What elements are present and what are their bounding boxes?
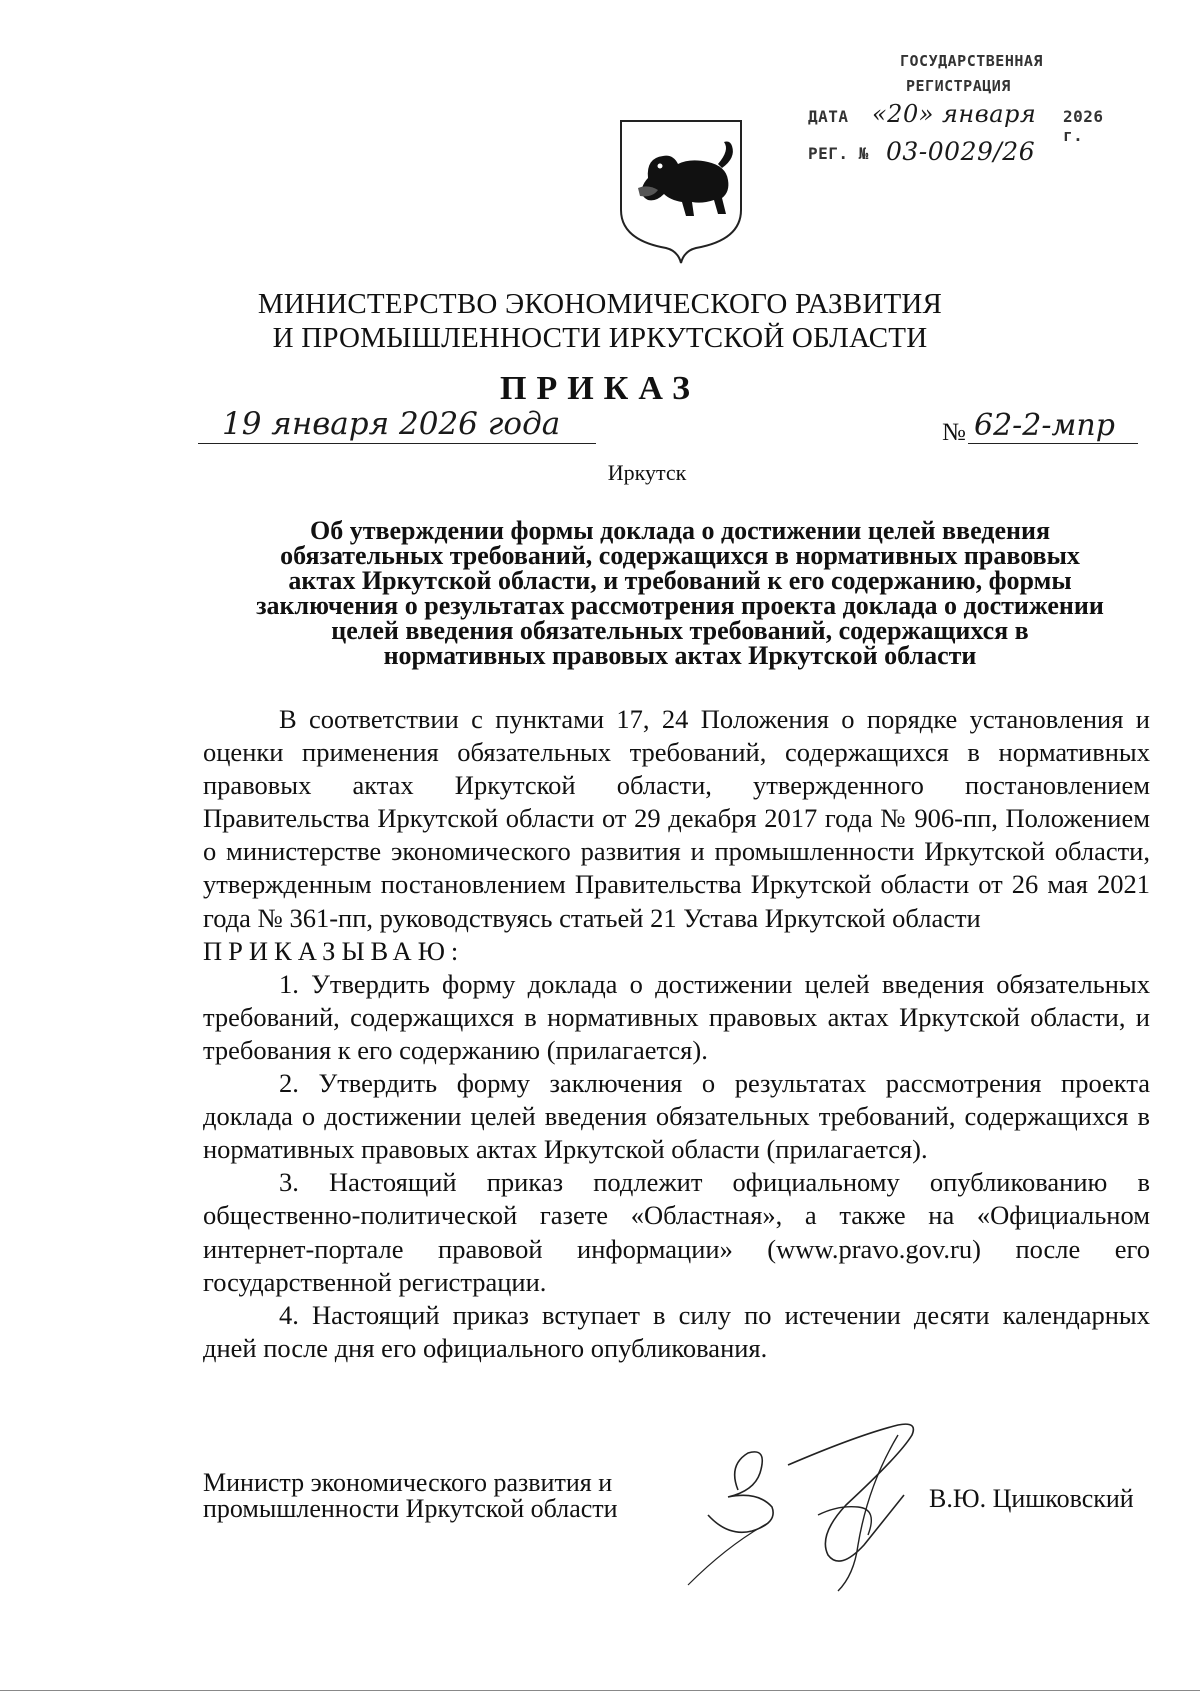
ministry-name-line1: МИНИСТЕРСТВО ЭКОНОМИЧЕСКОГО РАЗВИТИЯ	[257, 288, 943, 320]
stamp-reg-label: РЕГ. №	[808, 144, 869, 163]
order-item-1: 1. Утвердить форму доклада о достижении целей введения обязательных требований, содержащихся в нормативных правовых актах Иркутской области, и требования к его содержанию (прилагается).	[203, 968, 1150, 1065]
heading-line: целей введения обязательных требований, содержащихся в	[331, 616, 1029, 645]
position-line2: промышленности Иркутской области	[203, 1494, 618, 1523]
order-item-2: 2. Утвердить форму заключения о результатах рассмотрения проекта доклада о достижении целей введения обязательных требований, содержащихся в нормативных правовых актах Иркутской области (прилагается).	[203, 1068, 1150, 1165]
heading-line: нормативных правовых актах Иркутской области	[383, 641, 977, 670]
heading-line: обязательных требований, содержащихся в нормативных правовых	[280, 541, 1080, 570]
document-type-title: ПРИКАЗ	[500, 370, 700, 407]
order-number-handwritten: 62-2-мпр	[974, 408, 1115, 443]
stamp-title-line1: ГОСУДАРСТВЕННАЯ	[900, 52, 1043, 70]
heading-line: Об утверждении формы доклада о достижении целей введения	[309, 516, 1051, 545]
order-date-handwritten: 19 января 2026 года	[222, 406, 561, 442]
stamp-year: 2026 г.	[1063, 107, 1104, 145]
signer-name: В.Ю. Цишковский	[929, 1484, 1134, 1513]
document-heading	[200, 518, 1160, 668]
city-name: Иркутск	[607, 460, 687, 485]
number-underline	[968, 443, 1138, 444]
coat-of-arms-icon	[618, 118, 744, 264]
position-line1: Министр экономического развития и	[203, 1468, 613, 1497]
stamp-title-line2: РЕГИСТРАЦИЯ	[906, 77, 1011, 95]
stamp-reg-number: 03-0029/26	[886, 137, 1036, 166]
decree-word: ПРИКАЗЫВАЮ:	[203, 935, 465, 966]
page-bottom-edge	[0, 1690, 1200, 1691]
heading-line: актах Иркутской области, и требований к его содержанию, формы	[288, 566, 1072, 595]
ministry-name-line2: И ПРОМЫШЛЕННОСТИ ИРКУТСКОЙ ОБЛАСТИ	[272, 322, 928, 354]
registration-stamp	[808, 52, 1104, 167]
order-number-label: №	[942, 419, 966, 446]
preamble-paragraph: В соответствии с пунктами 17, 24 Положения о порядке установления и оценки применения обязательных требований, содержащихся в нормативных правовых актах Иркутской области, утвержденного постановлением Правительства Иркутской области от 29 декабря 2017 года № 906-пп, Положением о министерстве экономического развития и промышленности Иркутской области, утвержденным постановлением Правительства Иркутской области от 26 мая 2021 года № 361-пп, руководствуясь статьей 21 Устава Иркутской области	[203, 704, 1150, 933]
order-item-3: 3. Настоящий приказ подлежит официальному опубликованию в общественно-политической газете «Областная», а также на «Официальном интернет-портале правовой информации» (www.pravo.gov.ru) после его государственной регистрации.	[203, 1167, 1150, 1297]
document-body	[203, 703, 1150, 1365]
date-underline	[198, 443, 596, 444]
signatory-position	[203, 1470, 618, 1522]
order-item-4: 4. Настоящий приказ вступает в силу по истечении десяти календарных дней после дня его официального опубликования.	[203, 1299, 1150, 1363]
heading-line: заключения о результатах рассмотрения проекта доклада о достижении	[256, 591, 1104, 620]
stamp-date-value: «20» января	[872, 100, 1037, 128]
stamp-date-label: ДАТА	[808, 107, 849, 126]
